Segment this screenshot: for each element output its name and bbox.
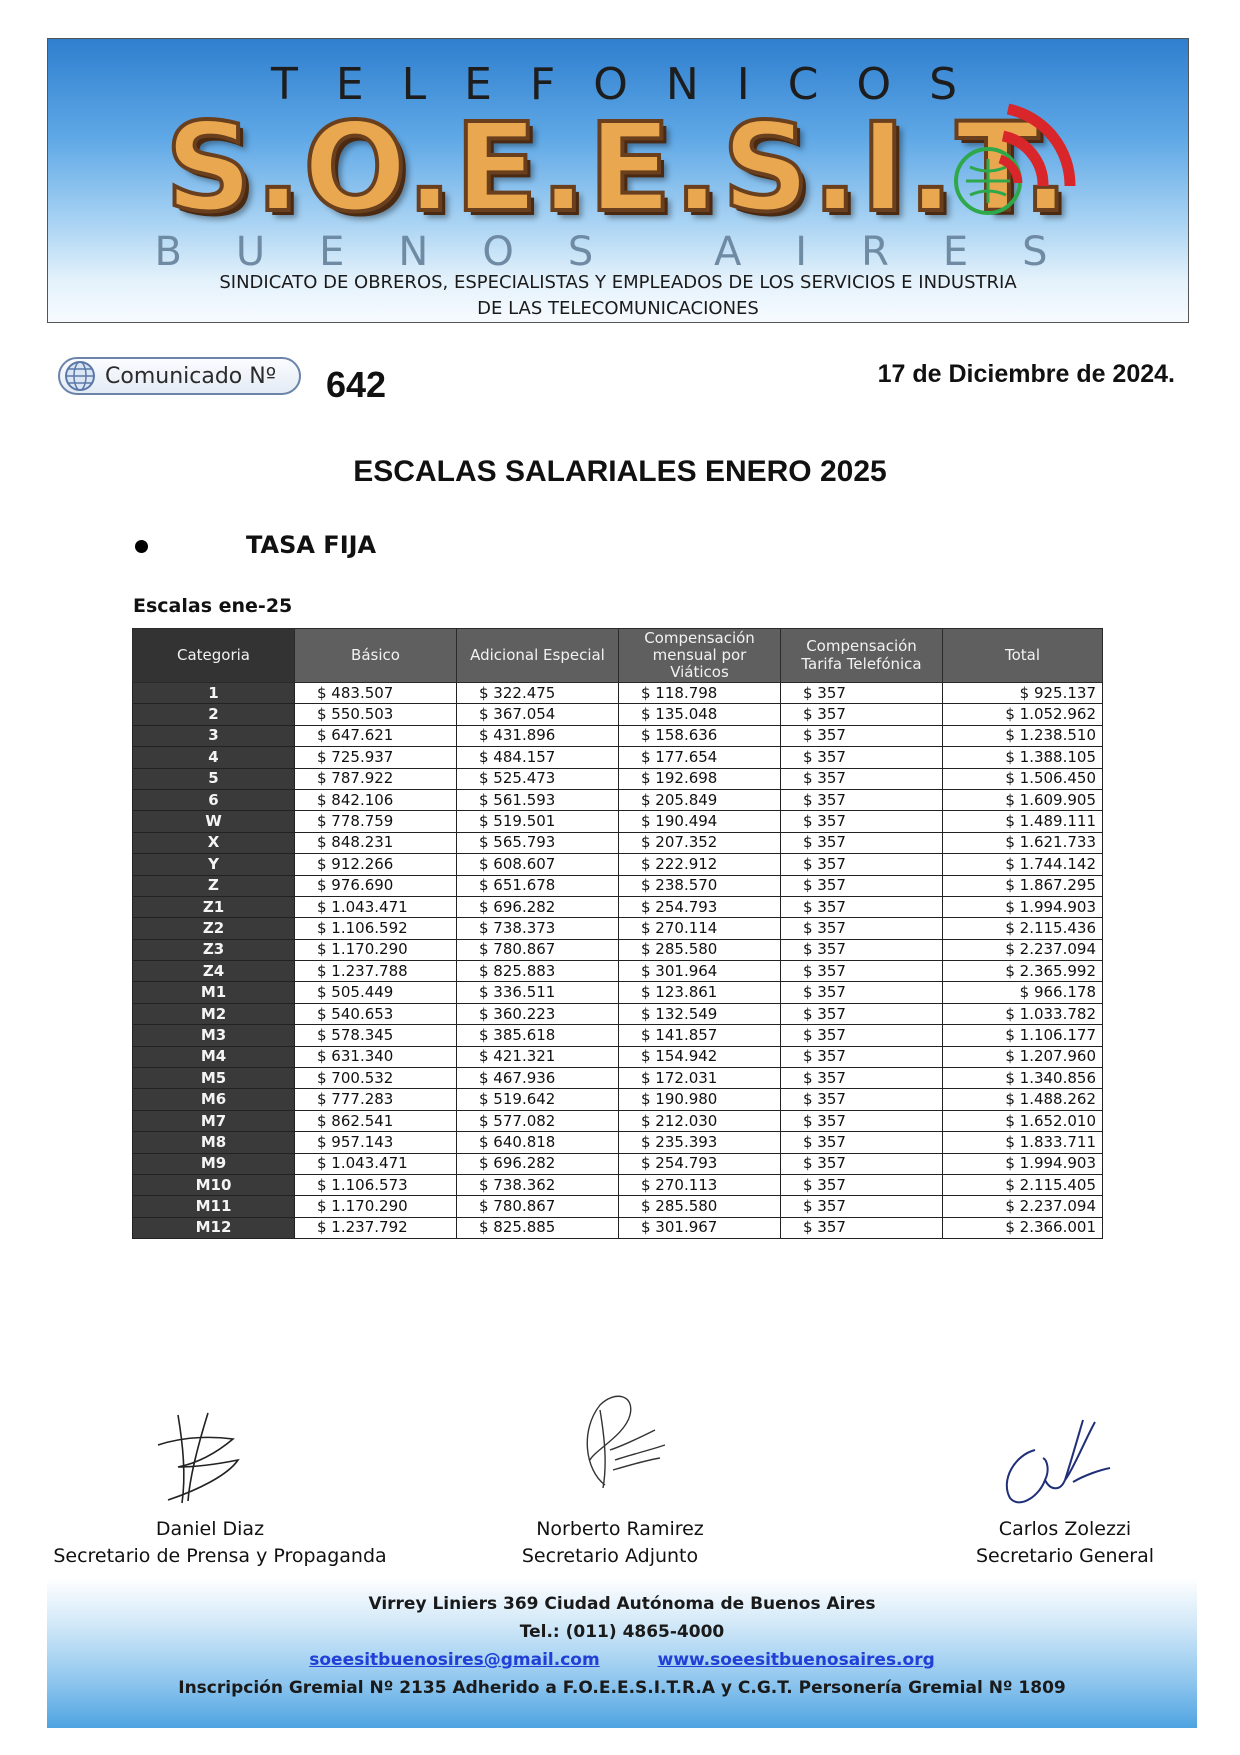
category-cell: Y — [133, 854, 295, 875]
value-cell: $ 1.170.290 — [295, 1196, 457, 1217]
value-cell: $ 780.867 — [457, 939, 619, 960]
section-title: TASA FIJA — [246, 531, 377, 559]
value-cell: $ 519.642 — [457, 1089, 619, 1110]
value-cell: $ 336.511 — [457, 982, 619, 1003]
value-cell: $ 778.759 — [295, 811, 457, 832]
total-cell: $ 2.237.094 — [943, 1196, 1103, 1217]
value-cell: $ 367.054 — [457, 704, 619, 725]
value-cell: $ 565.793 — [457, 832, 619, 853]
value-cell: $ 357 — [781, 747, 943, 768]
total-cell: $ 1.994.903 — [943, 1153, 1103, 1174]
value-cell: $ 301.964 — [619, 961, 781, 982]
value-cell: $ 825.883 — [457, 961, 619, 982]
table-row — [133, 896, 1103, 917]
union-logo-text: S.O.E.E.S.I.T. — [165, 97, 1071, 239]
table-row — [133, 1217, 1103, 1238]
category-cell: M1 — [133, 982, 295, 1003]
value-cell: $ 912.266 — [295, 854, 457, 875]
value-cell: $ 738.373 — [457, 918, 619, 939]
comunicado-label: Comunicado Nº — [105, 363, 277, 389]
value-cell: $ 357 — [781, 789, 943, 810]
value-cell: $ 285.580 — [619, 939, 781, 960]
value-cell: $ 357 — [781, 768, 943, 789]
value-cell: $ 357 — [781, 1217, 943, 1238]
total-cell: $ 1.052.962 — [943, 704, 1103, 725]
table-row — [133, 1046, 1103, 1067]
value-cell: $ 357 — [781, 1174, 943, 1195]
value-cell: $ 738.362 — [457, 1174, 619, 1195]
value-cell: $ 483.507 — [295, 683, 457, 704]
footer-address: Virrey Liniers 369 Ciudad Autónoma de Buenos Aires — [368, 1594, 876, 1614]
value-cell: $ 862.541 — [295, 1110, 457, 1131]
category-cell: M7 — [133, 1110, 295, 1131]
value-cell: $ 848.231 — [295, 832, 457, 853]
value-cell: $ 172.031 — [619, 1068, 781, 1089]
value-cell: $ 484.157 — [457, 747, 619, 768]
value-cell: $ 357 — [781, 918, 943, 939]
signature-norberto-ramirez — [555, 1390, 685, 1490]
total-cell: $ 1.744.142 — [943, 854, 1103, 875]
total-cell: $ 2.237.094 — [943, 939, 1103, 960]
category-cell: M4 — [133, 1046, 295, 1067]
table-body — [133, 683, 1103, 1239]
value-cell: $ 285.580 — [619, 1196, 781, 1217]
value-cell: $ 357 — [781, 832, 943, 853]
value-cell: $ 1.043.471 — [295, 896, 457, 917]
value-cell: $ 154.942 — [619, 1046, 781, 1067]
value-cell: $ 431.896 — [457, 725, 619, 746]
category-cell: 6 — [133, 789, 295, 810]
value-cell: $ 640.818 — [457, 1132, 619, 1153]
value-cell: $ 505.449 — [295, 982, 457, 1003]
value-cell: $ 357 — [781, 875, 943, 896]
value-cell: $ 270.113 — [619, 1174, 781, 1195]
signature-role: Secretario Adjunto — [521, 1545, 699, 1567]
category-cell: M6 — [133, 1089, 295, 1110]
signature-name: Norberto Ramirez — [536, 1518, 704, 1540]
value-cell: $ 190.980 — [619, 1089, 781, 1110]
total-cell: $ 1.340.856 — [943, 1068, 1103, 1089]
value-cell: $ 725.937 — [295, 747, 457, 768]
value-cell: $ 647.621 — [295, 725, 457, 746]
table-row — [133, 854, 1103, 875]
comunicado-badge — [58, 357, 301, 395]
value-cell: $ 578.345 — [295, 1025, 457, 1046]
category-cell: M2 — [133, 1003, 295, 1024]
value-cell: $ 842.106 — [295, 789, 457, 810]
value-cell: $ 550.503 — [295, 704, 457, 725]
signature-role: Secretario de Prensa y Propaganda — [53, 1545, 387, 1567]
value-cell: $ 421.321 — [457, 1046, 619, 1067]
value-cell: $ 357 — [781, 704, 943, 725]
table-row — [133, 1025, 1103, 1046]
globe-icon — [63, 359, 97, 393]
union-name-line1: SINDICATO DE OBREROS, ESPECIALISTAS Y EMPLEADOS DE LOS SERVICIOS E INDUSTRIA — [219, 272, 1017, 293]
value-cell: $ 1.170.290 — [295, 939, 457, 960]
value-cell: $ 141.857 — [619, 1025, 781, 1046]
table-row — [133, 1153, 1103, 1174]
total-cell: $ 1.238.510 — [943, 725, 1103, 746]
table-row — [133, 918, 1103, 939]
total-cell: $ 1.207.960 — [943, 1046, 1103, 1067]
value-cell: $ 357 — [781, 1025, 943, 1046]
table-row — [133, 1132, 1103, 1153]
value-cell: $ 238.570 — [619, 875, 781, 896]
footer-links — [47, 1650, 1197, 1670]
total-cell: $ 925.137 — [943, 683, 1103, 704]
value-cell: $ 1.106.573 — [295, 1174, 457, 1195]
total-cell: $ 1.621.733 — [943, 832, 1103, 853]
document-title: ESCALAS SALARIALES ENERO 2025 — [353, 455, 887, 488]
value-cell: $ 357 — [781, 854, 943, 875]
value-cell: $ 177.654 — [619, 747, 781, 768]
value-cell: $ 357 — [781, 1153, 943, 1174]
table-row — [133, 1174, 1103, 1195]
value-cell: $ 212.030 — [619, 1110, 781, 1131]
document-date: 17 de Diciembre de 2024. — [877, 360, 1175, 388]
table-row — [133, 961, 1103, 982]
value-cell: $ 357 — [781, 683, 943, 704]
total-cell: $ 1.867.295 — [943, 875, 1103, 896]
value-cell: $ 577.082 — [457, 1110, 619, 1131]
value-cell: $ 135.048 — [619, 704, 781, 725]
bullet-icon — [135, 540, 148, 553]
value-cell: $ 700.532 — [295, 1068, 457, 1089]
value-cell: $ 132.549 — [619, 1003, 781, 1024]
value-cell: $ 158.636 — [619, 725, 781, 746]
table-row — [133, 1089, 1103, 1110]
category-cell: M3 — [133, 1025, 295, 1046]
table-row — [133, 1068, 1103, 1089]
value-cell: $ 235.393 — [619, 1132, 781, 1153]
category-cell: Z — [133, 875, 295, 896]
category-cell: M8 — [133, 1132, 295, 1153]
signature-name: Daniel Diaz — [155, 1518, 265, 1540]
value-cell: $ 190.494 — [619, 811, 781, 832]
value-cell: $ 118.798 — [619, 683, 781, 704]
value-cell: $ 357 — [781, 1196, 943, 1217]
column-header: Total — [943, 629, 1103, 683]
value-cell: $ 222.912 — [619, 854, 781, 875]
value-cell: $ 357 — [781, 1132, 943, 1153]
signature-daniel-diaz — [138, 1405, 268, 1505]
signal-waves-icon — [948, 91, 1088, 231]
value-cell: $ 777.283 — [295, 1089, 457, 1110]
salary-table — [132, 628, 1103, 1239]
value-cell: $ 608.607 — [457, 854, 619, 875]
union-name-line2: DE LAS TELECOMUNICACIONES — [477, 298, 759, 319]
value-cell: $ 207.352 — [619, 832, 781, 853]
table-row — [133, 832, 1103, 853]
total-cell: $ 1.106.177 — [943, 1025, 1103, 1046]
category-cell: 2 — [133, 704, 295, 725]
value-cell: $ 357 — [781, 982, 943, 1003]
value-cell: $ 696.282 — [457, 1153, 619, 1174]
total-cell: $ 1.994.903 — [943, 896, 1103, 917]
value-cell: $ 1.237.792 — [295, 1217, 457, 1238]
value-cell: $ 357 — [781, 1089, 943, 1110]
total-cell: $ 1.488.262 — [943, 1089, 1103, 1110]
value-cell: $ 357 — [781, 811, 943, 832]
category-cell: M10 — [133, 1174, 295, 1195]
value-cell: $ 467.936 — [457, 1068, 619, 1089]
category-cell: 3 — [133, 725, 295, 746]
value-cell: $ 519.501 — [457, 811, 619, 832]
value-cell: $ 976.690 — [295, 875, 457, 896]
total-cell: $ 2.115.436 — [943, 918, 1103, 939]
category-cell: M5 — [133, 1068, 295, 1089]
email-link[interactable]: soeesitbuenosires@gmail.com — [309, 1650, 600, 1670]
value-cell: $ 385.618 — [457, 1025, 619, 1046]
total-cell: $ 2.366.001 — [943, 1217, 1103, 1238]
total-cell: $ 1.388.105 — [943, 747, 1103, 768]
value-cell: $ 780.867 — [457, 1196, 619, 1217]
table-row — [133, 811, 1103, 832]
value-cell: $ 270.114 — [619, 918, 781, 939]
footer-phone: Tel.: (011) 4865-4000 — [519, 1622, 725, 1642]
scale-label: Escalas ene-25 — [133, 595, 293, 617]
column-header: Categoria — [133, 629, 295, 683]
value-cell: $ 254.793 — [619, 896, 781, 917]
table-row — [133, 875, 1103, 896]
footer-registration: Inscripción Gremial Nº 2135 Adherido a F.O.E.E.S.I.T.R.A y C.G.T. Personería Gremial Nº 1809 — [178, 1678, 1066, 1698]
table-row — [133, 1003, 1103, 1024]
category-cell: 4 — [133, 747, 295, 768]
total-cell: $ 1.506.450 — [943, 768, 1103, 789]
value-cell: $ 254.793 — [619, 1153, 781, 1174]
total-cell: $ 1.652.010 — [943, 1110, 1103, 1131]
value-cell: $ 322.475 — [457, 683, 619, 704]
value-cell: $ 123.861 — [619, 982, 781, 1003]
header-banner — [47, 38, 1189, 323]
value-cell: $ 631.340 — [295, 1046, 457, 1067]
value-cell: $ 561.593 — [457, 789, 619, 810]
category-cell: W — [133, 811, 295, 832]
value-cell: $ 357 — [781, 725, 943, 746]
total-cell: $ 2.365.992 — [943, 961, 1103, 982]
header-top-text: TELEFONICOS — [270, 59, 996, 110]
value-cell: $ 787.922 — [295, 768, 457, 789]
total-cell: $ 1.033.782 — [943, 1003, 1103, 1024]
value-cell: $ 1.237.788 — [295, 961, 457, 982]
category-cell: M9 — [133, 1153, 295, 1174]
table-row — [133, 747, 1103, 768]
category-cell: X — [133, 832, 295, 853]
total-cell: $ 1.833.711 — [943, 1132, 1103, 1153]
value-cell: $ 825.885 — [457, 1217, 619, 1238]
category-cell: M12 — [133, 1217, 295, 1238]
signature-name: Carlos Zolezzi — [998, 1518, 1132, 1540]
table-row — [133, 982, 1103, 1003]
value-cell: $ 525.473 — [457, 768, 619, 789]
table-header-row — [133, 629, 1103, 683]
category-cell: Z1 — [133, 896, 295, 917]
value-cell: $ 540.653 — [295, 1003, 457, 1024]
value-cell: $ 1.106.592 — [295, 918, 457, 939]
column-header: Compensación mensual por Viáticos — [619, 629, 781, 683]
value-cell: $ 357 — [781, 1003, 943, 1024]
footer — [47, 1578, 1197, 1728]
total-cell: $ 966.178 — [943, 982, 1103, 1003]
value-cell: $ 357 — [781, 896, 943, 917]
column-header: Básico — [295, 629, 457, 683]
category-cell: Z3 — [133, 939, 295, 960]
category-cell: 1 — [133, 683, 295, 704]
value-cell: $ 301.967 — [619, 1217, 781, 1238]
total-cell: $ 1.609.905 — [943, 789, 1103, 810]
value-cell: $ 192.698 — [619, 768, 781, 789]
total-cell: $ 2.115.405 — [943, 1174, 1103, 1195]
category-cell: 5 — [133, 768, 295, 789]
value-cell: $ 357 — [781, 1046, 943, 1067]
category-cell: M11 — [133, 1196, 295, 1217]
value-cell: $ 205.849 — [619, 789, 781, 810]
value-cell: $ 357 — [781, 961, 943, 982]
total-cell: $ 1.489.111 — [943, 811, 1103, 832]
value-cell: $ 696.282 — [457, 896, 619, 917]
comunicado-number: 642 — [326, 364, 387, 405]
table-row — [133, 725, 1103, 746]
table-row — [133, 939, 1103, 960]
table-row — [133, 1110, 1103, 1131]
table-row — [133, 768, 1103, 789]
column-header: Adicional Especial — [457, 629, 619, 683]
value-cell: $ 357 — [781, 1068, 943, 1089]
header-subtitle: BUENOS AIRES — [154, 229, 1102, 275]
signature-carlos-zolezzi — [985, 1410, 1115, 1510]
table-row — [133, 683, 1103, 704]
value-cell: $ 357 — [781, 1110, 943, 1131]
table-row — [133, 789, 1103, 810]
value-cell: $ 957.143 — [295, 1132, 457, 1153]
category-cell: Z2 — [133, 918, 295, 939]
value-cell: $ 357 — [781, 939, 943, 960]
website-link[interactable]: www.soeesitbuenosaires.org — [657, 1650, 935, 1670]
table-row — [133, 1196, 1103, 1217]
value-cell: $ 651.678 — [457, 875, 619, 896]
column-header: Compensación Tarifa Telefónica — [781, 629, 943, 683]
value-cell: $ 360.223 — [457, 1003, 619, 1024]
value-cell: $ 1.043.471 — [295, 1153, 457, 1174]
table-row — [133, 704, 1103, 725]
signature-role: Secretario General — [975, 1545, 1154, 1567]
category-cell: Z4 — [133, 961, 295, 982]
